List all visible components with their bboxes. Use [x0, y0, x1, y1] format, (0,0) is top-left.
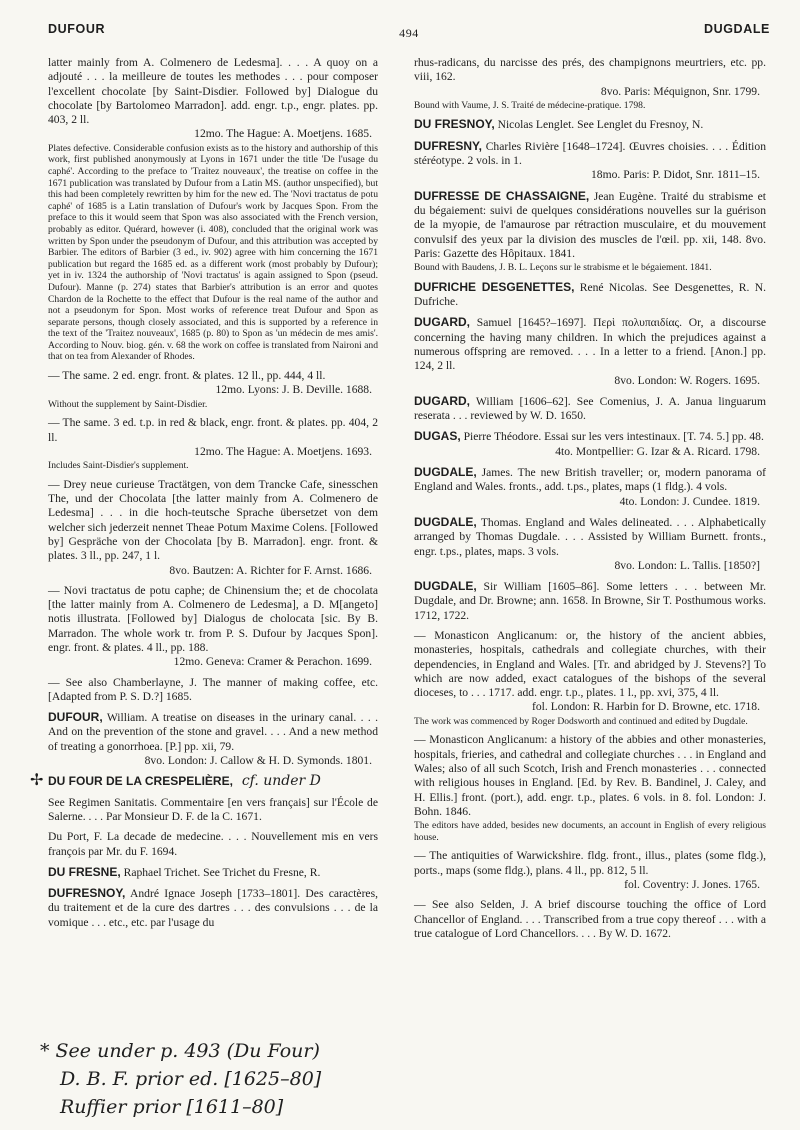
- catalogue-entry: [414, 579, 766, 623]
- entry-imprint: fol. Coventry: J. Jones. 1765.: [624, 877, 760, 891]
- entry-body: René Nicolas. See Desgenettes, R. N. Dufriche.: [414, 280, 766, 309]
- entry-body: Pierre Théodore. Essai sur les vers intestinaux. [T. 74. 5.] pp. 48.: [460, 430, 764, 444]
- handwritten-inline-annotation: cf. under D: [241, 773, 321, 790]
- catalogue-entry: [414, 189, 766, 274]
- entry-text: [48, 830, 378, 859]
- catalogue-entry: [414, 56, 766, 111]
- entry-imprint: 12mo. The Hague: A. Moetjens. 1693.: [194, 444, 372, 458]
- entry-body: James. The new British traveller; or, modern panorama of England and Wales. fronts., add. t.ps., plates, maps (1 fldg.). 4 vols.: [414, 466, 766, 494]
- catalogue-entry: [414, 733, 766, 843]
- entry-heading: DUGARD,: [414, 393, 470, 408]
- entry-text: [414, 733, 766, 819]
- entry-text: [414, 280, 766, 310]
- entry-heading: DUFOUR,: [48, 710, 103, 725]
- catalogue-entry: [48, 369, 378, 410]
- entry-text: [414, 579, 766, 623]
- page-number: 494: [399, 26, 419, 40]
- entry-imprint: 8vo. London: W. Rogers. 1695.: [614, 373, 760, 387]
- entry-heading: DUGAS,: [414, 429, 461, 444]
- entry-text: [414, 56, 766, 85]
- catalogue-entry: [48, 478, 378, 578]
- entry-heading: DUFRESSE DE CHASSAIGNE,: [414, 188, 590, 203]
- entry-imprint: 12mo. The Hague: A. Moetjens. 1685.: [194, 127, 372, 141]
- entry-text: [414, 898, 766, 941]
- entry-heading: DUFRESNY,: [414, 138, 483, 153]
- entry-imprint: 8vo. Bautzen: A. Richter for F. Arnst. 1686.: [169, 563, 372, 577]
- entry-heading: DU FOUR DE LA CRESPELIÈRE,: [48, 774, 233, 789]
- left-column: [30, 56, 378, 936]
- entry-text: [414, 139, 766, 169]
- handwritten-star-mark: ✢: [30, 772, 44, 790]
- entry-heading: DU FRESNOY,: [414, 117, 495, 132]
- entry-imprint: 12mo. Geneva: Cramer & Perachon. 1699.: [173, 655, 372, 669]
- handwritten-annotation-line-3: Ruffier prior [1611–80]: [60, 1096, 284, 1118]
- entry-body: — The same. 2 ed. engr. front. & plates. 12 ll., pp. 444, 4 ll.: [48, 369, 326, 383]
- catalogue-entry: [48, 676, 378, 705]
- entry-heading: DUFRICHE DESGENETTES,: [414, 279, 575, 294]
- entry-note: The work was commenced by Roger Dodsworth and continued and edited by Dugdale.: [414, 715, 748, 727]
- catalogue-entry: [48, 830, 378, 859]
- entry-imprint: 8vo. London: J. Callow & H. D. Symonds. 1801.: [144, 754, 372, 768]
- entry-imprint: 4to. Montpellier: G. Izar & A. Ricard. 1798.: [555, 444, 760, 458]
- catalogue-entry: [414, 117, 766, 132]
- catalogue-entry: [414, 849, 766, 892]
- catalogue-entry: [48, 584, 378, 670]
- catalogue-entry: [48, 865, 378, 880]
- entry-body: William. A treatise on diseases in the urinary canal. . . . And on the prevention of the stone and gravel. . . . And a new method of treating a gonorrhoea. [P.] pp. xii, 79.: [48, 711, 378, 753]
- catalogue-entry: [414, 394, 766, 424]
- entry-body: latter mainly from A. Colmenero de Ledesma]. . . . A quoy on a adjouté . . . la meilleure de toutes les methodes . . . pour composer l'excellent chocolate [by Saint-Disdier. Followed by] Dialogue du chocolate [by Bartolomeo Marradon]. add. engr. t.p., engr. plates. pp. 403, 2 ll.: [48, 56, 378, 127]
- entry-body: André Ignace Joseph [1733–1801]. Des caractères, du traitement et de la cure des dartres . . . des convulsions . . . de la vomique . . . etc., etc. par l'usage du: [48, 887, 378, 929]
- entry-heading: DU FRESNE,: [48, 864, 121, 879]
- entry-note: Includes Saint-Disdier's supplement.: [48, 460, 189, 472]
- header-left-guide-word: DUFOUR: [48, 22, 106, 36]
- entry-body: Raphael Trichet. See Trichet du Fresne, R.: [120, 865, 321, 879]
- catalogue-entry: [48, 416, 378, 471]
- entry-body: Jean Eugène. Traité du strabisme et du bégaiement: suivi de quelques considérations nouvelles sur la guérison de la myopie, de l'amaurose par rétraction musculaire, et du mouvement convulsif des yeux par la division des muscles de l'œil. pp. xii, 148. 8vo. Paris: Gazette des Hôpitaux. 1841.: [414, 189, 767, 260]
- entry-body: — See also Selden, J. A brief discourse touching the office of Lord Chancellor of England. . . . Transcribed from a true copy thereof . . . with a true catalogue of Lord Chancellors. . . . By W. D. 1672.: [414, 898, 766, 940]
- right-column: [414, 56, 766, 947]
- entry-text: [414, 394, 766, 424]
- entry-text: [48, 416, 378, 445]
- catalogue-entry: [414, 515, 766, 573]
- catalogue-entry: [48, 56, 378, 363]
- catalogue-entry: [30, 772, 378, 790]
- entry-heading: DUGARD,: [414, 315, 470, 330]
- entry-text: [414, 189, 766, 261]
- entry-body: — Monasticon Anglicanum: or, the history of the ancient abbies, monasteries, hospitals, cathedrals and collegiate churches, with their dependencies, in England and Wales. [Tr. and abridged by J. Stevens?] To which are now added, exact catalogues of the bishops of the several dioceses, to . . . 1717. add. engr. t.p., plates. 1 l., pp. xvi, 375, 4 ll.: [414, 628, 766, 700]
- entry-note: Bound with Baudens, J. B. L. Leçons sur le strabisme et le bégaiement. 1841.: [414, 262, 712, 274]
- entry-text: [48, 886, 378, 930]
- entry-text: [48, 796, 378, 825]
- entry-text: [414, 849, 766, 878]
- entry-body: — See also Chamberlayne, J. The manner of making coffee, etc. [Adapted from P. S. D.?] 1685.: [48, 675, 378, 703]
- entry-heading: DUFRESNOY,: [48, 886, 126, 901]
- entry-text: [48, 774, 378, 789]
- entry-text: [48, 478, 378, 564]
- entry-imprint: 8vo. Paris: Méquignon, Snr. 1799.: [600, 84, 760, 98]
- entry-note: The editors have added, besides new documents, an account in English of every religious house.: [414, 820, 766, 843]
- header-right-guide-word: DUGDALE: [703, 22, 770, 36]
- entry-text: [48, 584, 378, 655]
- entry-body: See Regimen Sanitatis. Commentaire [en vers français] sur l'École de Salerne. . . . Par Monsieur D. F. de la C. 1671.: [48, 795, 378, 823]
- catalogue-entry: [414, 465, 766, 509]
- entry-imprint: 18mo. Paris: P. Didot, Snr. 1811–15.: [591, 168, 760, 182]
- entry-body: — Drey neue curieuse Tractätgen, von dem Trancke Cafe, sinesschen The, und der Chocolata [the latter mainly from A. Colmenero de Ledesma] . . . in die hoch-teutsche Sprache übersetzet von dem welcher sich jederzeit nennet Theae Potum Maxime Colens. [Followed by] Gespräche von der Chocolata [by B. Marradon]. engr. front. & plates. 3 ll., pp. 247, 1 l.: [48, 477, 378, 563]
- catalogue-entry: [48, 710, 378, 768]
- entry-text: [414, 429, 766, 444]
- entry-text: [48, 865, 378, 880]
- entry-text: [414, 117, 766, 132]
- entry-imprint: 12mo. Lyons: J. B. Deville. 1688.: [215, 383, 372, 397]
- entry-text: [414, 515, 766, 559]
- page-header: [48, 22, 770, 44]
- catalogue-entry: [414, 139, 766, 183]
- entry-text: [48, 56, 378, 127]
- entry-body: Sir William [1605–86]. Some letters . . . between Mr. Dugdale, and Dr. Browne; ann. 1658. In Browne, Sir T. Posthumous works. 1712, 1722.: [414, 580, 766, 622]
- entry-body: Thomas. England and Wales delineated. . . . Alphabetically arranged by Thomas Dugdale. . . . Assisted by William Burnett. fronts., engr. t.ps., plates, maps. 3 vols.: [414, 515, 766, 558]
- entry-text: [48, 369, 378, 383]
- entry-imprint: fol. London: R. Harbin for D. Browne, etc. 1718.: [532, 700, 760, 714]
- entry-heading: DUGDALE,: [414, 514, 477, 529]
- entry-heading: DUGDALE,: [414, 465, 477, 480]
- entry-text: [48, 710, 378, 754]
- catalogue-entry: [414, 429, 766, 459]
- entry-body: — Novi tractatus de potu caphe; de Chinensium the; et de chocolata [the latter mainly from A. Colmenero de Ledesma], a D. M[angeto] notis illustrata. [Followed by] Dialogus de cholocata [sic. By B. Marradon. The whole work tr. from P. S. Dufour by Jacques Spon]. engr. front. & plates. 4 ll., pp. 188.: [48, 583, 378, 654]
- entry-body: Du Port, F. La decade de medecine. . . . Nouvellement mis en vers françois par Mr. du F. 1694.: [48, 830, 378, 858]
- catalogue-entry: [48, 886, 378, 930]
- entry-body: — The same. 3 ed. t.p. in red & black, engr. front. & plates. pp. 404, 2 ll.: [48, 416, 378, 444]
- entry-body: Charles Rivière [1648–1724]. Œuvres choisies. . . . Édition stéréotype. 2 vols. in 1.: [414, 139, 766, 168]
- entry-text: [414, 465, 766, 495]
- catalogue-entry: [414, 280, 766, 310]
- entry-note: Without the supplement by Saint-Disdier.: [48, 398, 208, 410]
- entry-body: Nicolas Lenglet. See Lenglet du Fresnoy, N.: [494, 118, 704, 132]
- entry-note: Plates defective. Considerable confusion exists as to the history and authorship of this work, first published anonymously at Lyons in 1671 under the title 'De l'usage du caphé'. According to the preface to 'Traitez nouveaux', the treatise on coffee in the 1671 publication was translated by Dufour from a Latin MS. (author unspecified), but this had been completely rewritten by him for the new ed. The 'Novi tractatus de potu caphé' of 1685 is a Latin translation of Dufour's work by Jacques Spon. From the preface to this it would seem that Spon was also associated with the French version, probably as editor. Quérard, however (i. 408), concluded that the original work was written by Spon under the pseudonym of Dufour, and this attribution was accepted by Barbier. The editors of Barbier (3 ed., iv. 902) agree with him concerning the 1671 publication but regard the 1685 ed. as a different work (most probably by Dufour); yet in iv. 1324 the authorship of 'Novi tractatus' is again assigned to Spon (pseud. Dufour). Manne (p. 274) states that Barbier's attribution is an error and quotes Chardon de la Rochette to the effect that Dufour is the real name of the author and not a pseudonym for Spon. Most works of reference treat Dufour and Spon as separate persons, though closely associated, and this is supported by a reference in the text of the 'Traitez nouveaux', 1685 (p. 80) to Spon as 'un médecin de mes amis'. According to Nouv. biog. gén. v. 68 the work on coffee is translated from Naironi and that on tea from Alexander of Rhodes.: [48, 142, 378, 363]
- entry-heading: DUGDALE,: [414, 579, 477, 594]
- entry-note: Bound with Vaume, J. S. Traité de médecine-pratique. 1798.: [414, 99, 646, 111]
- entry-body: — Monasticon Anglicanum: a history of the abbies and other monasteries, hospitals, frieries, and cathedral and collegiate churches . . . in England and Wales; also of all such Scotch, Irish and French monasteries . . . connected with religious houses in England. [Ed. by Rev. B. Bandinel, J. Caley, and H. Ellis.] front. (port.), add. engr. t.p., plates. 6 vols. in 8. fol. London: J. Bohn. 1846.: [414, 733, 766, 818]
- entry-body: [233, 775, 236, 788]
- entry-body: Samuel [1645?–1697]. Περὶ πολυπαιδίας. Or, a discourse concerning the having many children. In which the prejudices against a numerous offspring are removed. . . . In a letter to a friend. [Anon.] pp. 124, 2 ll.: [414, 316, 766, 373]
- handwritten-annotation-line-2: D. B. F. prior ed. [1625–80]: [60, 1068, 322, 1090]
- entry-body: rhus-radicans, du narcisse des prés, des champignons meurtriers, etc. pp. viii, 162.: [414, 56, 766, 84]
- entry-imprint: 4to. London: J. Cundee. 1819.: [619, 494, 760, 508]
- catalogue-entry: [48, 796, 378, 825]
- entry-text: [48, 676, 378, 705]
- entry-text: [414, 315, 766, 373]
- entry-text: [414, 629, 766, 700]
- entry-imprint: 8vo. London: L. Tallis. [1850?]: [614, 558, 760, 572]
- catalogue-entry: [414, 315, 766, 387]
- catalogue-entry: [414, 898, 766, 941]
- entry-body: — The antiquities of Warwickshire. fldg. front., illus., plates (some fldg.), ports., maps (some fldg.), plans. 4 ll., pp. 812, 5 ll.: [414, 849, 766, 877]
- handwritten-annotation-line-1: * See under p. 493 (Du Four): [40, 1040, 320, 1062]
- catalogue-entry: [414, 629, 766, 727]
- entry-body: William [1606–62]. See Comenius, J. A. Janua linguarum reserata . . . reviewed by W. D. 1650.: [414, 394, 766, 423]
